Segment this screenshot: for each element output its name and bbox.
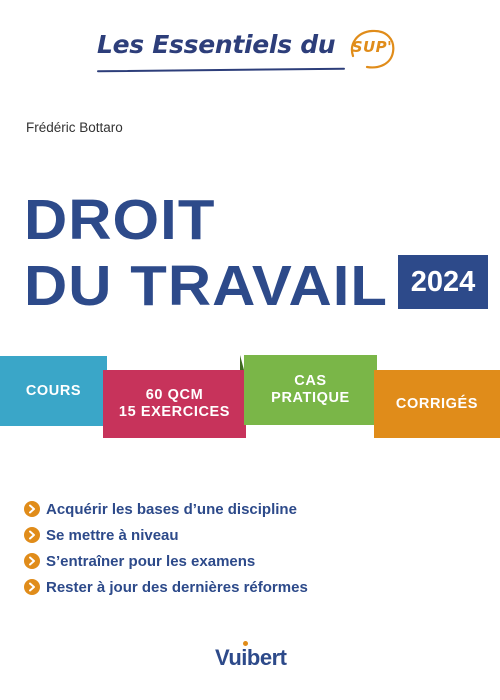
tag-label: CORRIGÉS: [395, 395, 479, 412]
sup-logo: [345, 26, 399, 72]
series-underline: [97, 68, 345, 73]
tag-qcm-exercices: [103, 370, 246, 438]
tag-corriges: [374, 370, 500, 438]
arrow-right-circle-icon: [24, 553, 40, 569]
tag-label: COURS: [25, 382, 82, 399]
benefits-list: [24, 496, 308, 600]
title-line-2: DU TRAVAIL: [24, 254, 389, 318]
arrow-right-circle-icon: [24, 579, 40, 595]
list-item-text: Se mettre à niveau: [46, 526, 179, 544]
list-item: [24, 574, 308, 600]
year-badge: 2024: [398, 255, 488, 309]
tag-label: 60 QCM: [145, 387, 204, 403]
publisher-logo: Vuibert: [215, 645, 287, 670]
tag-label: PRATIQUE: [271, 390, 350, 406]
tag-label: 15 EXERCICES: [118, 404, 231, 420]
list-item: [24, 522, 308, 548]
list-item-text: S’entraîner pour les examens: [46, 552, 256, 570]
list-item-text: Acquérir les bases d’une discipline: [46, 500, 297, 518]
series-name: Les Essentiels du: [97, 30, 336, 59]
sup-label: SUP': [351, 38, 393, 56]
arrow-right-circle-icon: [24, 501, 40, 517]
tag-cours: [0, 356, 107, 426]
tag-cas-pratique: [244, 355, 377, 425]
list-item-text: Rester à jour des dernières réformes: [46, 578, 308, 596]
list-item: [24, 548, 308, 574]
arrow-right-circle-icon: [24, 527, 40, 543]
author-name: Frédéric Bottaro: [26, 120, 123, 135]
title-line-1: DROIT: [24, 188, 216, 252]
tag-label: CAS: [294, 373, 327, 389]
list-item: [24, 496, 308, 522]
